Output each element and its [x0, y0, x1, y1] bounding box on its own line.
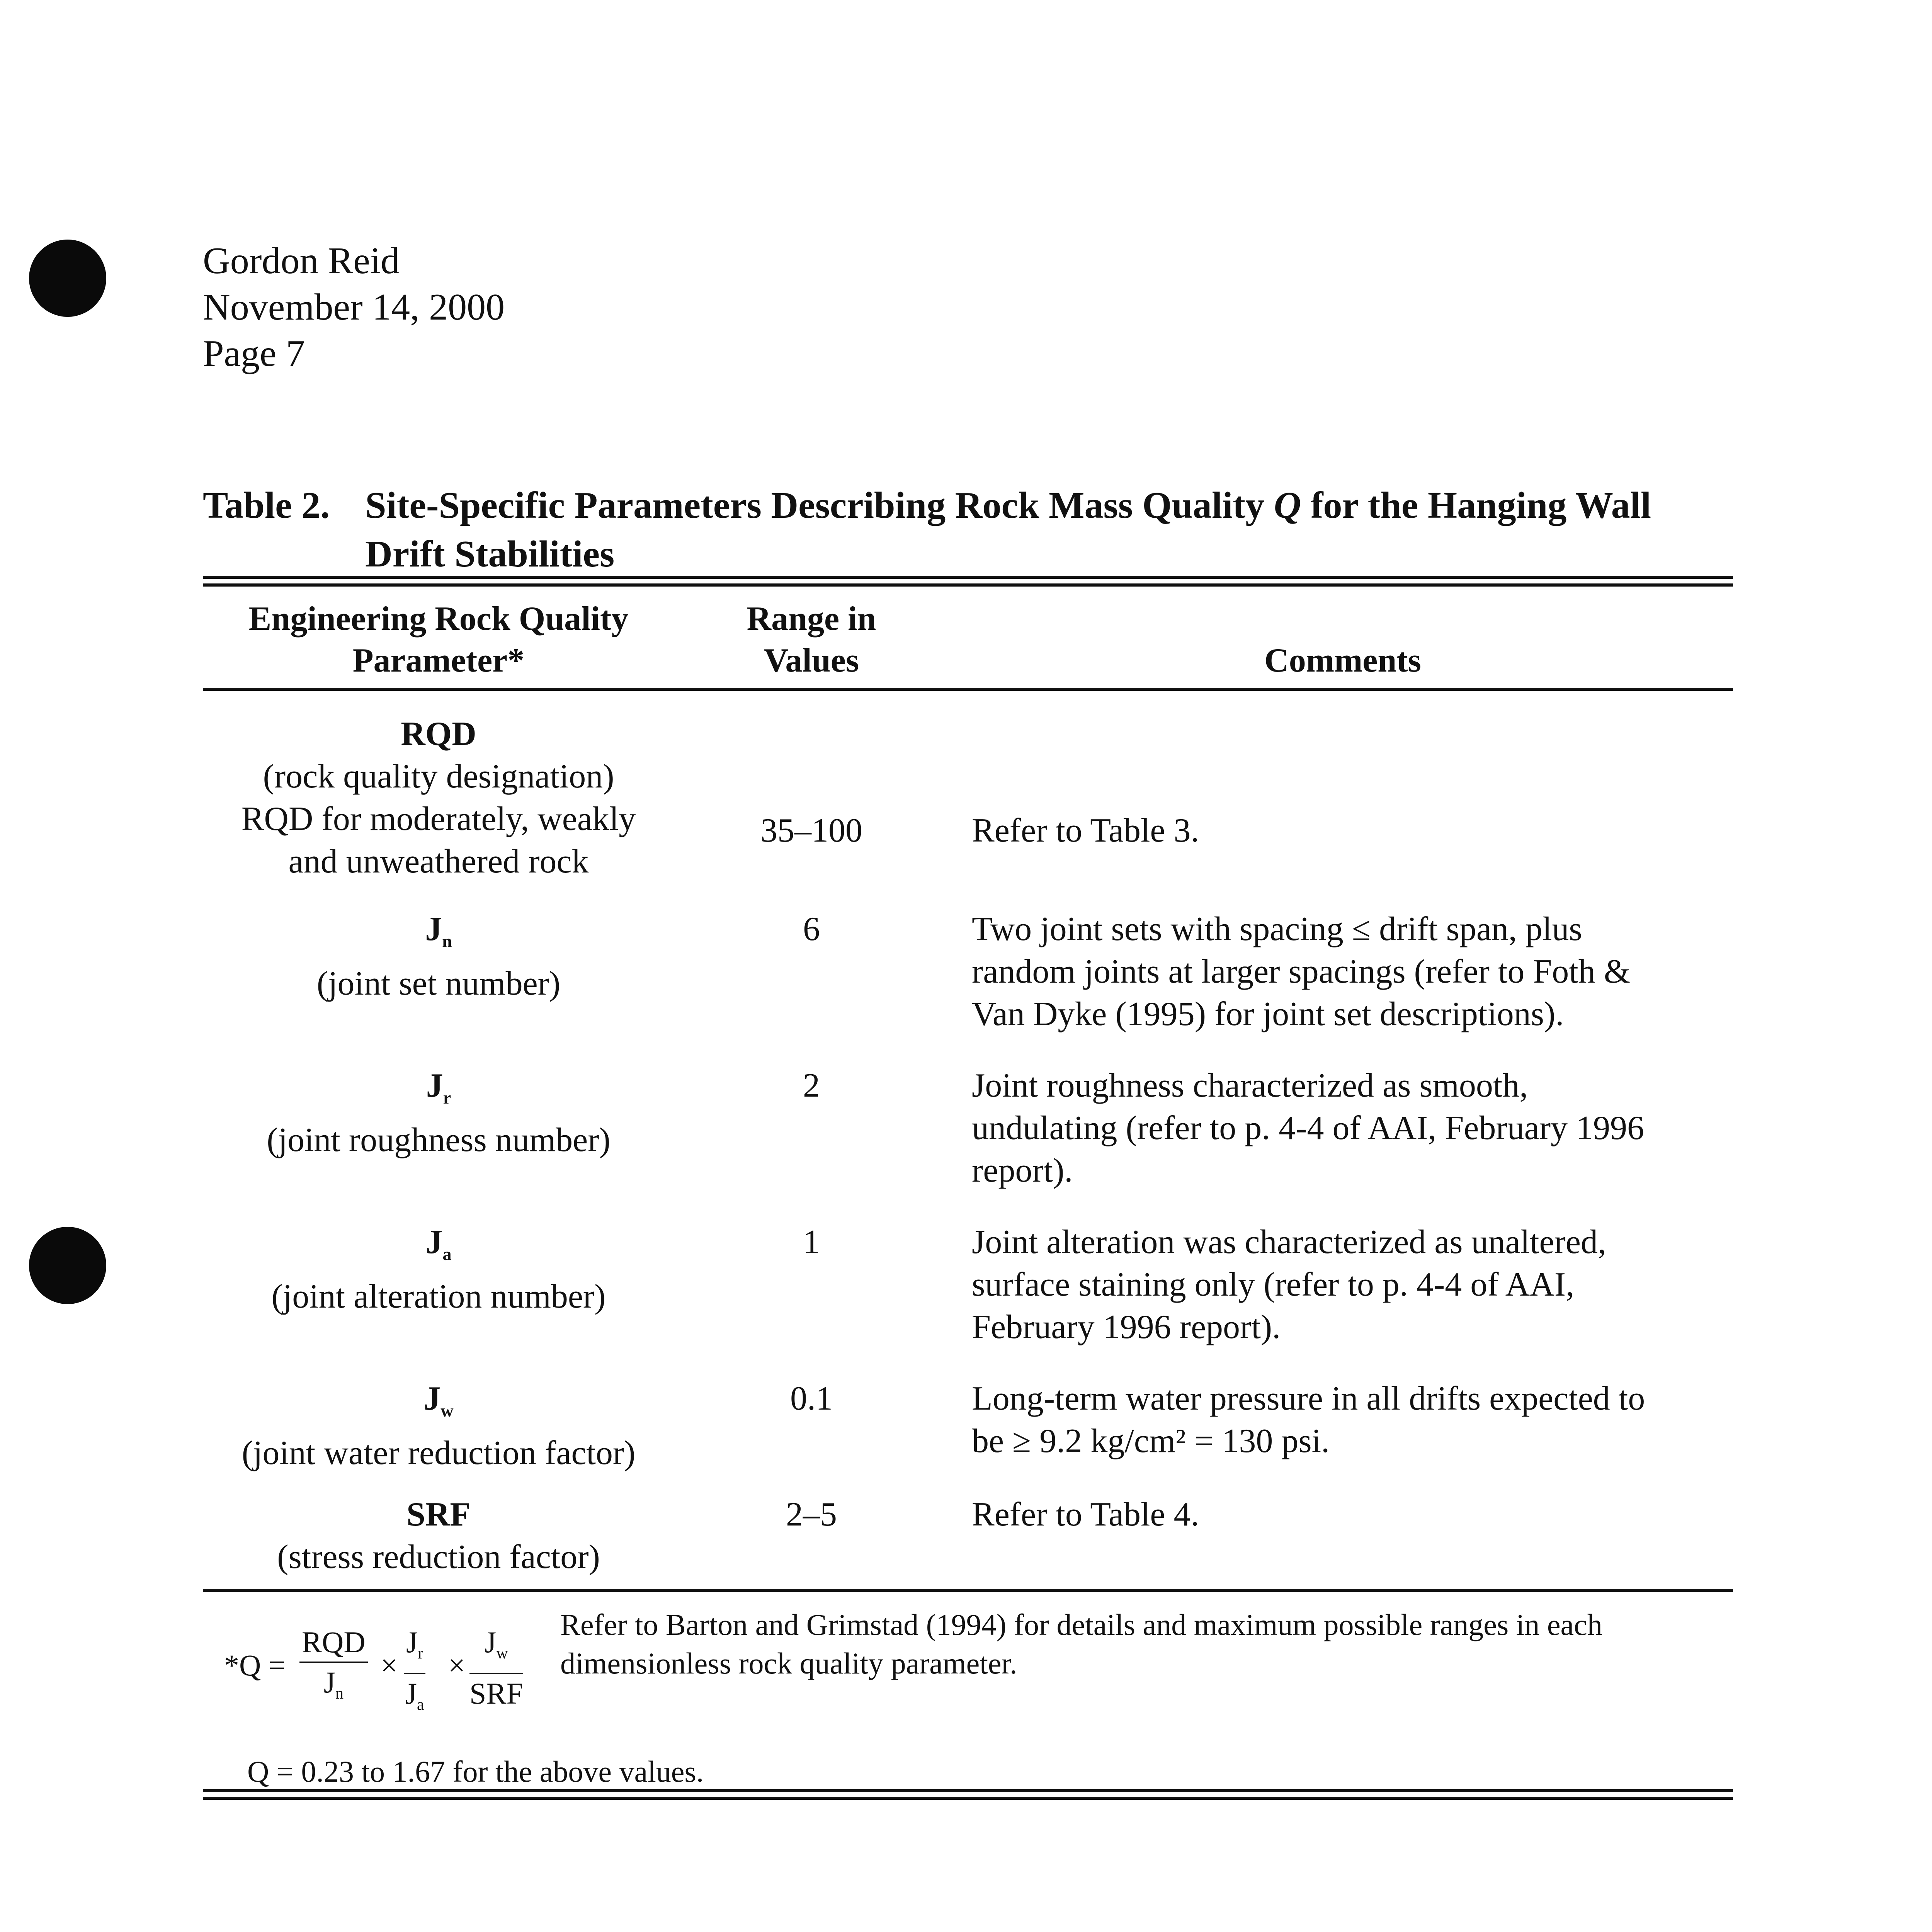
letter-header — [203, 238, 505, 377]
table-bottom-rule-1 — [203, 1789, 1733, 1792]
punch-hole-middle — [29, 1227, 106, 1304]
times-sign-1: × — [381, 1648, 398, 1682]
page-label: Page 7 — [203, 333, 305, 374]
table-row-jn-comment: Two joint sets with spacing ≤ drift span, plus random joints at larger spacings (refer to Foth & Van Dyke (1995) for joint set descriptions). — [972, 910, 1631, 1033]
table-row-rqd-range: 35–100 — [760, 812, 862, 849]
fraction-jw-srf: $J_w$ SRF — [469, 1623, 523, 1713]
times-sign-2: × — [448, 1648, 465, 1682]
table-row-srf-comment: Refer to Table 4. — [972, 1496, 1199, 1533]
table-label: Table 2. — [203, 485, 330, 526]
header-parameter: Engineering Rock Quality Parameter* — [248, 600, 629, 679]
table-row-jr-range: 2 — [803, 1067, 820, 1104]
table-bottom-rule-2 — [203, 1797, 1733, 1800]
header-range: Range in Values — [747, 600, 876, 679]
table-top-rule-2 — [203, 583, 1733, 587]
table-row-rqd-comment: Refer to Table 3. — [972, 812, 1199, 849]
param-name: SRF — [406, 1496, 471, 1533]
fraction-jr-ja: $\frac{J_r}{J_a}$ — [404, 1623, 425, 1724]
table-row-jr-comment: Joint roughness characterized as smooth, undulating (refer to p. 4-4 of AAI, February 1996 report). — [972, 1067, 1645, 1189]
q-range-note: Q = 0.23 to 1.67 for the above values. — [247, 1755, 704, 1788]
table-row-jw-range: 0.1 — [790, 1380, 833, 1417]
table-row-jn-parameter: $J_n$ (joint set number) — [203, 908, 674, 1005]
recipient-name: Gordon Reid — [203, 240, 400, 282]
table-row-ja-parameter: $J_a$ (joint alteration number) — [203, 1221, 674, 1318]
punch-hole-top — [29, 240, 106, 317]
param-name: $J_w$ — [423, 1380, 454, 1420]
table-row-rqd-parameter: RQD (rock quality designation) RQD for moderately, weakly and unweathered rock — [203, 713, 674, 883]
table-row-ja-range: 1 — [803, 1223, 820, 1261]
table-body-bottom-rule — [203, 1589, 1733, 1592]
table-row-ja-comment: Joint alteration was characterized as unaltered, surface staining only (refer to p. 4-4 of AAI, February 1996 report). — [972, 1223, 1606, 1346]
letter-date: November 14, 2000 — [203, 286, 505, 328]
footnote-text: Refer to Barton and Grimstad (1994) for details and maximum possible ranges in each dimensionless rock quality parameter. — [560, 1608, 1602, 1680]
table-title-line1: Site-Specific Parameters Describing Rock Mass Quality Q for the Hanging Wall — [365, 485, 1651, 526]
table-title-line2: Drift Stabilities — [365, 533, 615, 575]
table-row-srf-range: 2–5 — [786, 1496, 837, 1533]
param-name: RQD — [401, 715, 476, 753]
param-name: $J_r$ — [426, 1067, 451, 1107]
table-row-jw-parameter: $J_w$ (joint water reduction factor) — [203, 1378, 674, 1475]
header-comments: Comments — [1264, 642, 1421, 679]
table-title — [203, 481, 1733, 578]
formula-prefix: *Q = — [224, 1648, 286, 1682]
fraction-rqd-jn: RQD $J_n$ — [299, 1623, 368, 1713]
header-bottom-rule — [203, 688, 1733, 691]
table-row-jr-parameter: $J_r$ (joint roughness number) — [203, 1065, 674, 1162]
table-row-srf-parameter: SRF (stress reduction factor) — [203, 1493, 674, 1578]
table-row-jn-range: 6 — [803, 910, 820, 948]
param-name: $J_n$ — [425, 910, 452, 951]
q-formula — [224, 1623, 572, 1716]
table-row-jw-comment: Long-term water pressure in all drifts expected to be ≥ 9.2 kg/cm² = 130 psi. — [972, 1380, 1645, 1460]
param-name: $J_a$ — [425, 1223, 452, 1264]
table-top-rule-1 — [203, 576, 1733, 579]
